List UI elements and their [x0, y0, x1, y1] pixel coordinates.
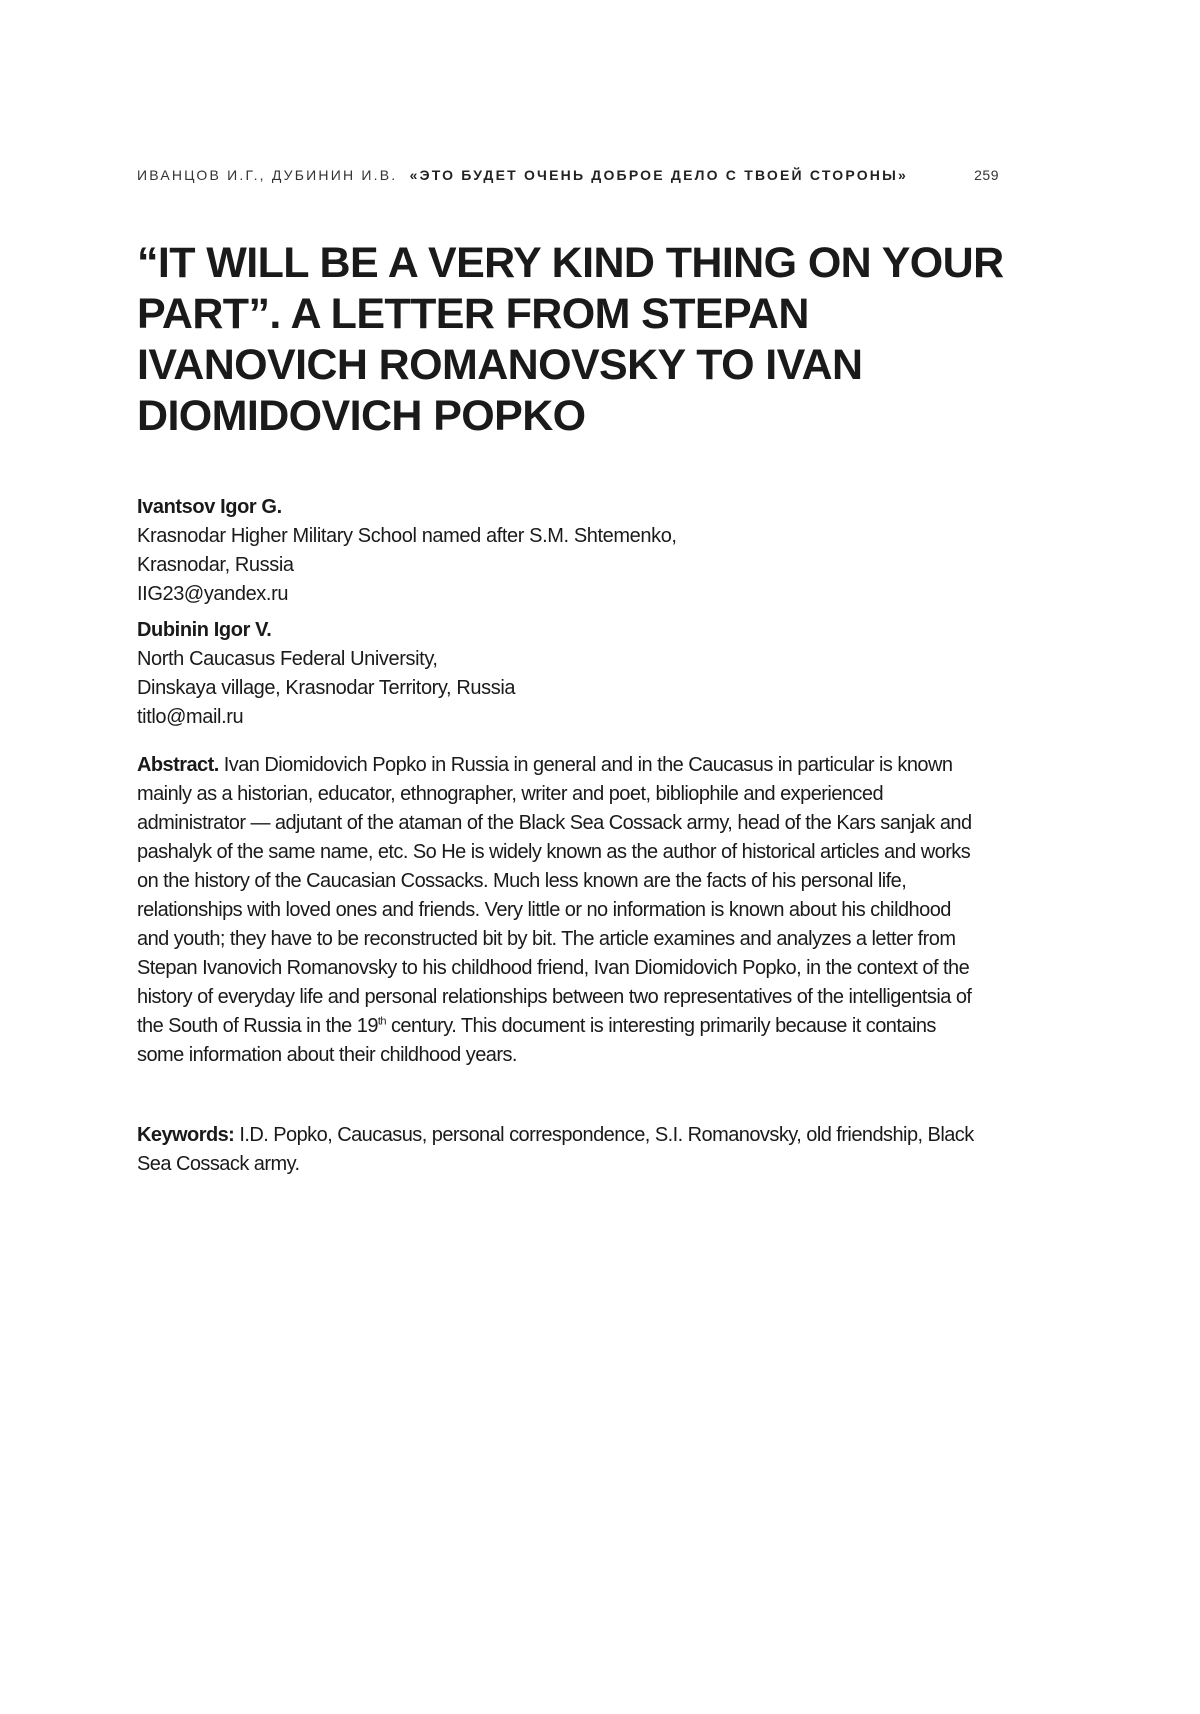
abstract	[137, 751, 982, 1070]
keywords-text: I.D. Popko, Caucasus, personal correspondence, S.I. Romanovsky, old friendship, Black Sea Cossack army.	[137, 1124, 974, 1175]
author-name: Dubinin Igor V.	[137, 616, 997, 645]
author-entry	[137, 616, 997, 732]
ordinal-superscript: th	[378, 1015, 386, 1027]
running-head-authors: ИВАНЦОВ И.Г., ДУБИНИН И.В.	[137, 167, 397, 183]
page-number: 259	[974, 167, 999, 183]
keywords-label: Keywords:	[137, 1124, 234, 1146]
author-email: IIG23@yandex.ru	[137, 580, 997, 609]
author-affiliation: North Caucasus Federal University,	[137, 645, 997, 674]
abstract-label: Abstract.	[137, 754, 219, 776]
author-email: titlo@mail.ru	[137, 703, 997, 732]
abstract-text-end: century. This document is interesting primarily because it contains some information about their childhood years.	[137, 1015, 936, 1066]
author-affiliation: Krasnodar Higher Military School named after S.M. Shtemenko,	[137, 522, 997, 551]
running-head	[137, 167, 999, 183]
abstract-text: Ivan Diomidovich Popko in Russia in general and in the Caucasus in particular is known mainly as a historian, educator, ethnographer, writer and poet, bibliophile and experienced administrator — adjutant of the ataman of the Black Sea Cossack army, head of the Kars sanjak and pashalyk of the same name, etc. So He is widely known as the author of historical articles and works on the history of the Caucasian Cossacks. Much less known are the facts of his personal life, relationships with loved ones and friends. Very little or no information is known about his childhood and youth; they have to be reconstructed bit by bit. The article examines and analyzes a letter from Stepan Ivanovich Romanovsky to his childhood friend, Ivan Diomidovich Popko, in the context of the history of everyday life and personal relationships between two representatives of the intelligentsia of the South of Russia in the 19	[137, 754, 972, 1037]
authors-block	[137, 493, 997, 732]
author-location: Krasnodar, Russia	[137, 551, 997, 580]
article-title: “IT WILL BE A VERY KIND THING ON YOUR PART”. A LETTER FROM STEPAN IVANOVICH ROMANOVSKY TO IVAN DIOMIDOVICH POPKO	[137, 238, 1007, 442]
author-location: Dinskaya village, Krasnodar Territory, Russia	[137, 674, 997, 703]
author-entry	[137, 493, 997, 609]
running-head-short-title: «ЭТО БУДЕТ ОЧЕНЬ ДОБРОЕ ДЕЛО С ТВОЕЙ СТОРОНЫ»	[410, 167, 908, 183]
keywords	[137, 1121, 982, 1179]
author-name: Ivantsov Igor G.	[137, 493, 997, 522]
